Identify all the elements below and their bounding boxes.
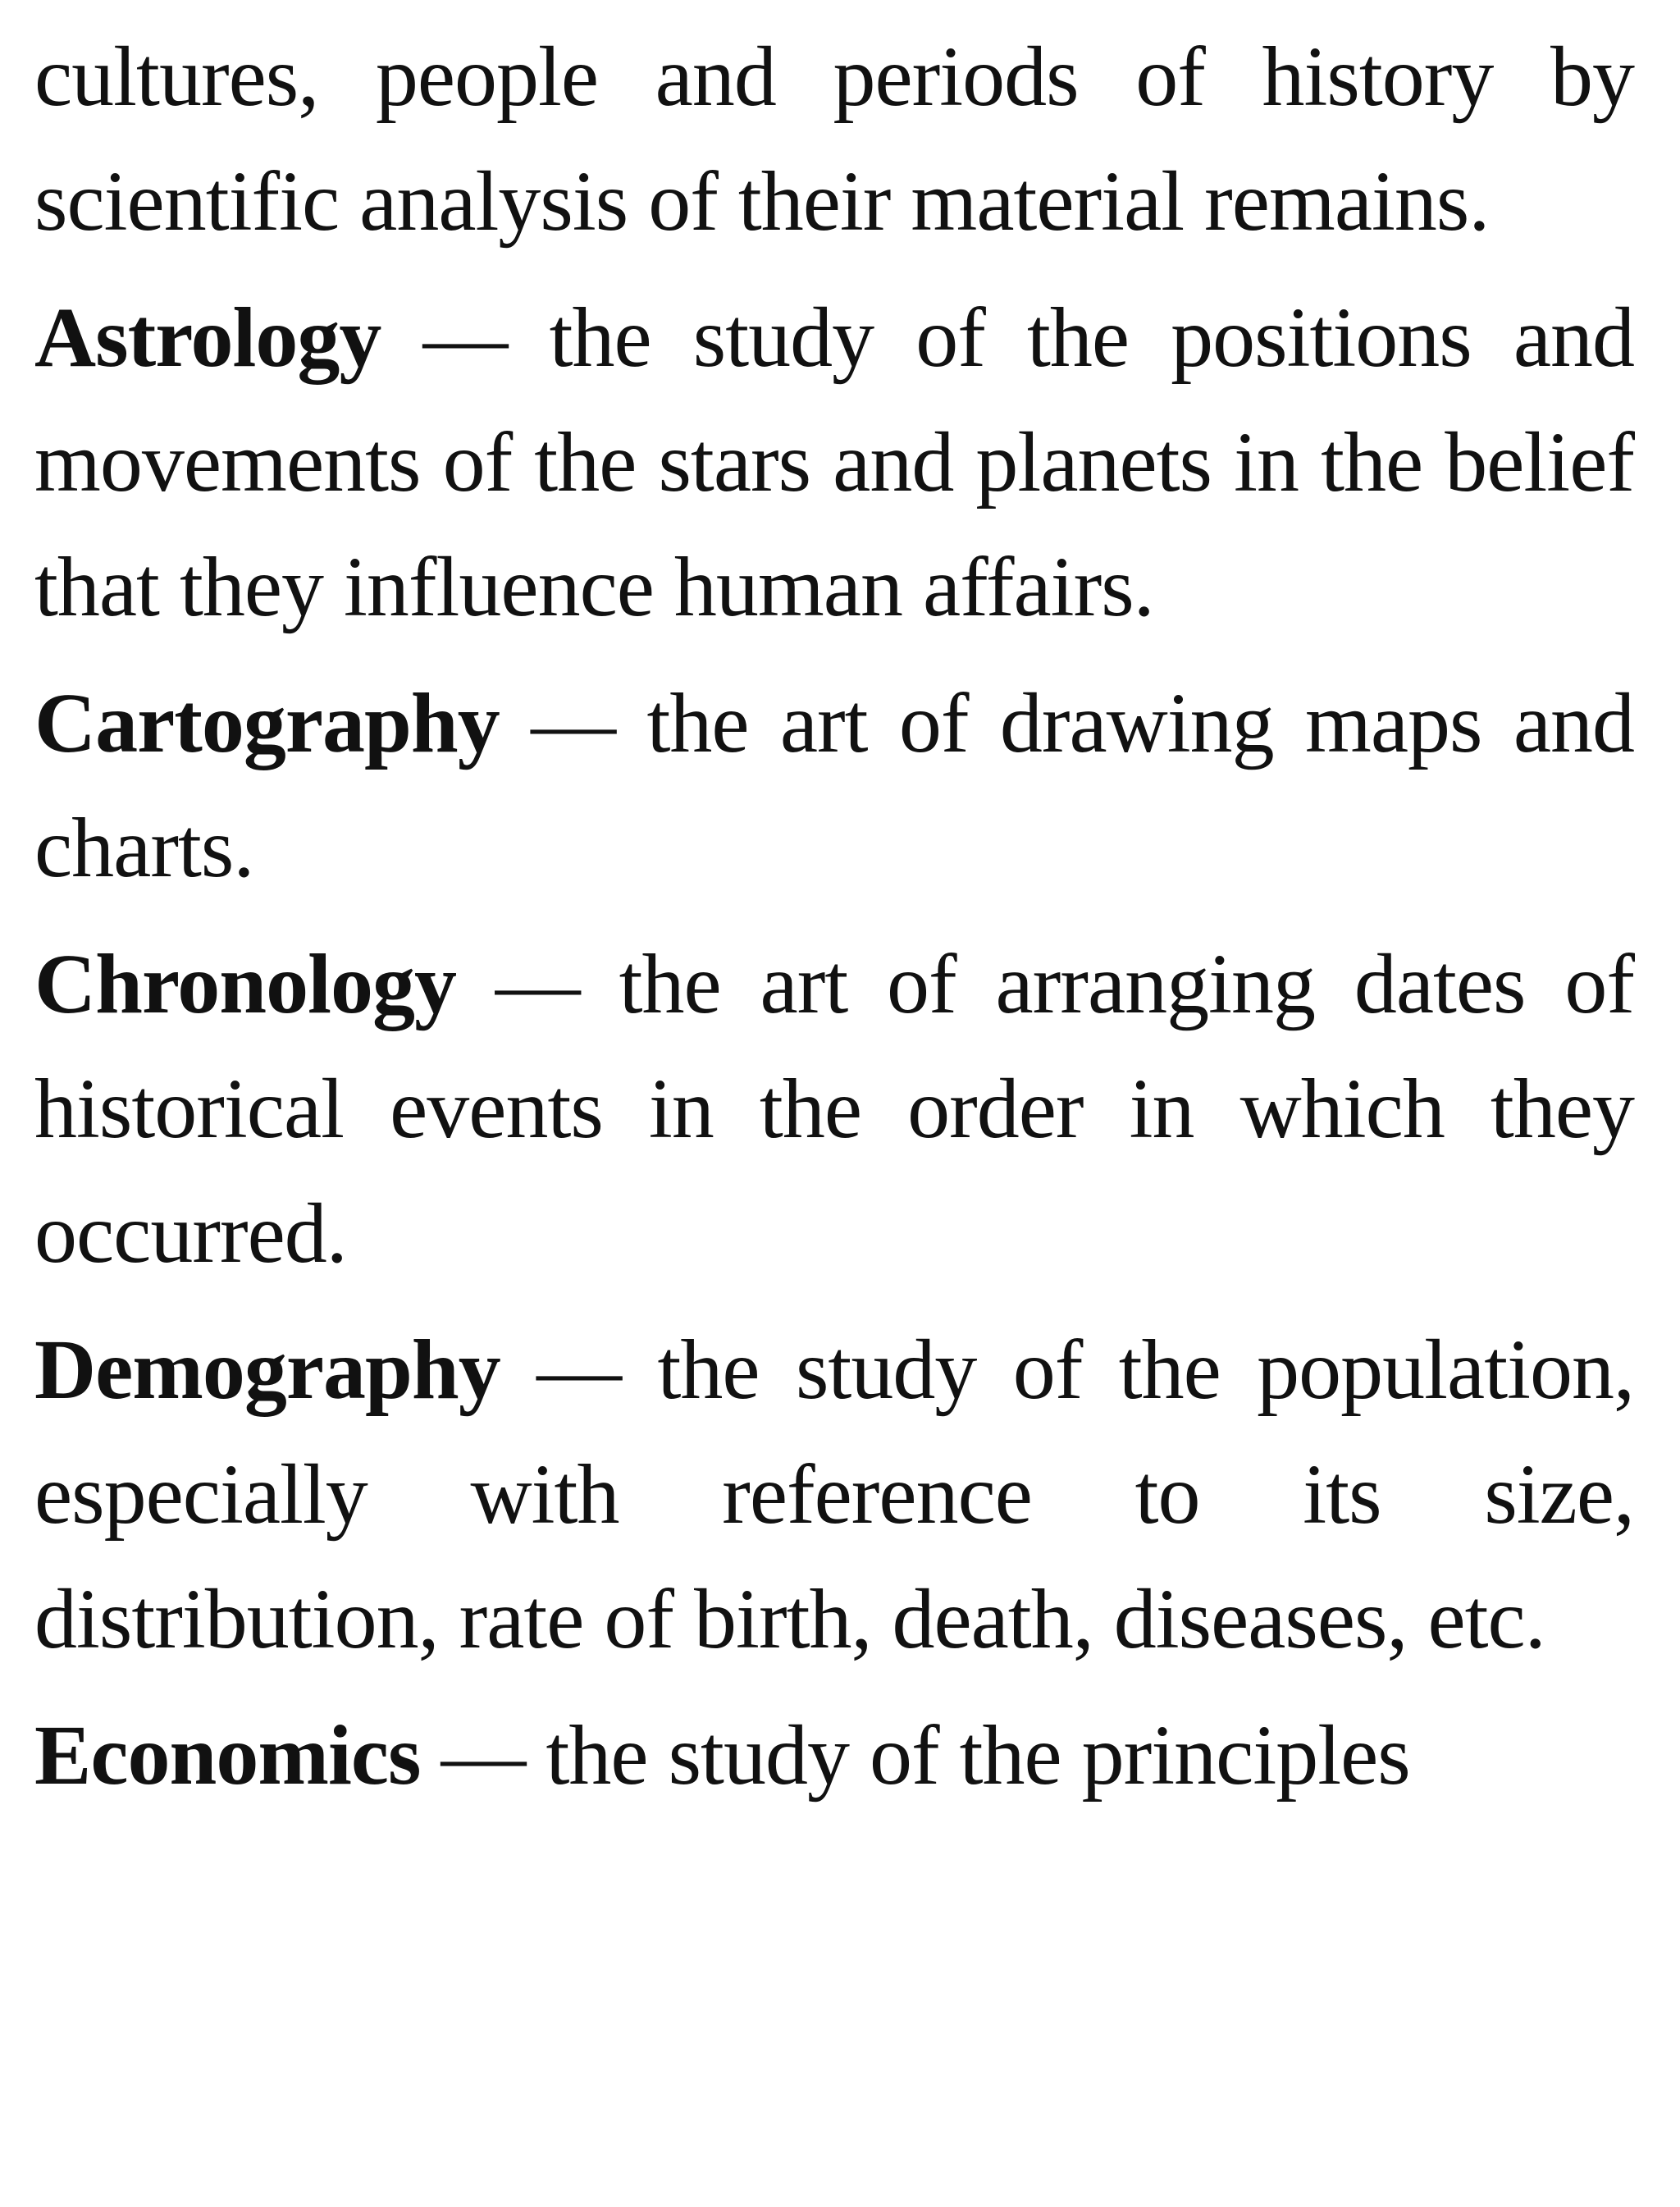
entry-separator: —: [500, 1323, 658, 1417]
continued-paragraph: [34, 15, 1634, 264]
entry-term: Astrology: [34, 290, 381, 385]
entry-term: Cartography: [34, 676, 500, 770]
glossary-entry-cartography: [34, 661, 1634, 911]
glossary-entry-demography: [34, 1308, 1634, 1682]
entry-definition: the study of the population, especially with reference to its size, distribution, rate of birth, death, diseases, etc.: [34, 1323, 1634, 1666]
entry-separator: —: [381, 290, 550, 385]
glossary-entry-chronology: [34, 922, 1634, 1296]
entry-definition: cultures, people and periods of history by scientific analysis of their material remains.: [34, 30, 1634, 249]
entry-term: Economics: [34, 1708, 421, 1803]
entry-term: Chronology: [34, 937, 456, 1031]
entry-definition: the art of drawing maps and charts.: [34, 676, 1635, 895]
entry-separator: —: [455, 937, 619, 1031]
glossary-entry-astrology: [34, 276, 1634, 650]
entry-separator: —: [420, 1708, 546, 1803]
entry-term: Demography: [34, 1323, 500, 1417]
entry-separator: —: [499, 676, 647, 770]
entry-definition: the study of the positions and movements of the stars and planets in the belief that they influence human affairs.: [34, 290, 1634, 634]
entry-definition: the art of arranging dates of historical events in the order in which they occurred.: [34, 937, 1634, 1281]
entry-definition: the study of the principles: [546, 1708, 1410, 1803]
document-page: [34, 15, 1634, 1830]
glossary-entry-economics: [34, 1693, 1634, 1818]
